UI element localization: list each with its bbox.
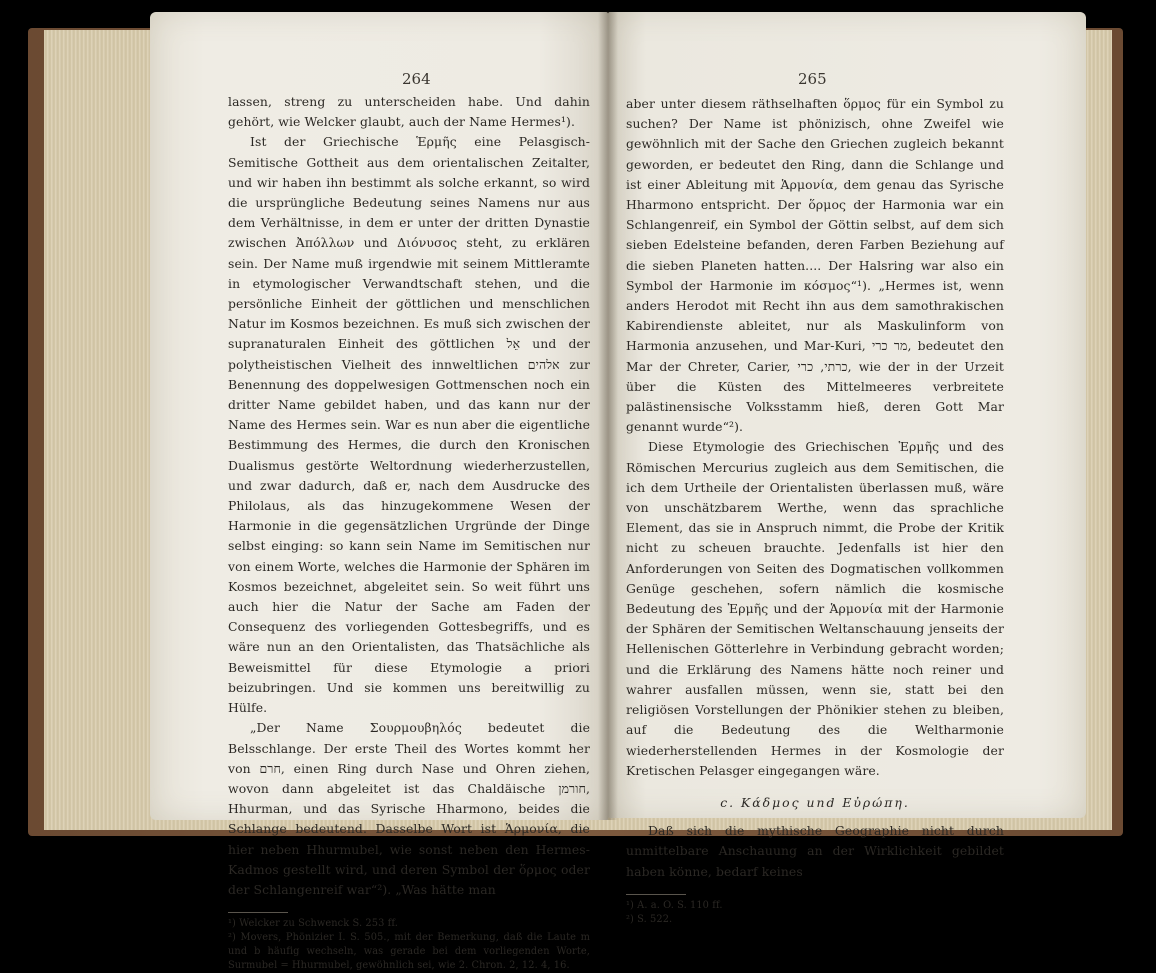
footnotes — [626, 899, 1004, 927]
footnote: ¹) A. a. O. S. 110 ff. — [626, 899, 723, 911]
paragraph: „Der Name Σουρμουβηλός bedeutet die Belsschlange. Der erste Theil des Wortes kommt her von חרם, einen Ring durch Nase und Ohren ziehen, wovon dann abgeleitet ist das Chaldäische חורמן, Hhurman, und das Syrische Hharmono, beides die Schlange bedeutend. Dasselbe Wort ist Ἁρμονία, die hier neben Hhurmubel, wie sonst neben den Hermes-Kadmos gestellt wird, und deren Symbol der ὅρμος oder der Schlangenreif war“²). „Was hätte man — [228, 720, 590, 897]
page-number: 265 — [798, 70, 827, 88]
paragraph: lassen, streng zu unterscheiden habe. Und dahin gehört, wie Welcker glaubt, auch der Name Hermes¹). — [228, 94, 590, 130]
footnote-rule — [228, 912, 288, 913]
page-text — [228, 92, 590, 973]
footnote: ¹) Welcker zu Schwenck S. 253 ff. — [228, 918, 398, 930]
footnote-rule — [626, 894, 686, 895]
page-number: 264 — [402, 70, 431, 88]
paragraph: aber unter diesem räthselhaften ὅρμος für ein Symbol zu suchen? Der Name ist phönizisch, ohne Zweifel wie gewöhnlich mit der Sache den Griechen zugleich bekannt geworden, er bedeutet den Ring, dann die Schlange und ist einer Ableitung mit Ἁρμονία, dem genau das Syrische Hharmono entspricht. Der ὅρμος der Harmonia war ein Schlangenreif, ein Symbol der Göttin selbst, auf dem sich sieben Edelsteine befanden, deren Farben Beziehung auf die sieben Planeten hatten.... Der Halsring war also ein Symbol der Harmonie im κόσμος“¹). „Hermes ist, wenn anders Herodot mit Recht ihn aus dem samothrakischen Kabirendienste ableitet, nur als Maskulinform von Harmonia anzusehen, und Mar-Kuri, מר כרי, bedeutet den Mar der Chreter, Carier, כרתי, כרי, wie der in der Urzeit über die Küsten des Mittelmeeres verbreitete palästinensische Volksstamm hieß, deren Gott Mar genannt wurde“²). — [626, 96, 1004, 435]
footnotes — [228, 917, 590, 973]
book-gutter — [598, 12, 618, 820]
footnote: ²) S. 522. — [626, 913, 673, 925]
footnote: ²) Movers, Phönizier I. S. 505., mit der Bemerkung, daß die Laute m und b häufig wechseln, was gerade bei dem vorliegenden Worte, Surmubel = Hhurmubel, gewöhnlich sei, wie 2. Chron. 2, 12. 4, 16. — [228, 932, 590, 972]
paragraph: Ist der Griechische Ἑρμῆς eine Pelasgisch-Semitische Gottheit aus dem orientalischen Zeitalter, und wir haben ihn bestimmt als solche erkannt, so wird die ursprüngliche Bedeutung seines Namens nur aus dem Verhältnisse, in dem er unter der dritten Dynastie zwischen Ἀπόλλων und Διόνυσος steht, zu erklären sein. Der Name muß irgendwie mit seinem Mittleramte in etymologischer Verwandtschaft stehen, und die persönliche Einheit der göttlichen und menschlichen Natur im Kosmos bezeichnen. Es muß sich zwischen der supranaturalen Einheit des göttlichen אֵל und der polytheistischen Vielheit des innweltlichen אלהים zur Benennung des doppelwesigen Gottmenschen noch ein dritter Name gebildet haben, und das kann nur der Name des Hermes sein. War es nun aber die eigentliche Bestimmung des Hermes, die durch den Kronischen Dualismus gestörte Weltordnung wiederherzustellen, und zwar dadurch, daß er, nach dem Ausdrucke des Philolaus, als das hinzugekommene Wesen der Harmonie in die gegensätzlichen Urgründe der Dinge selbst einging: so kann sein Name im Semitischen nur von einem Worte, welches die Harmonie der Sphären im Kosmos bezeichnet, abgeleitet sein. So weit führt uns auch hier die Natur der Sache am Faden der Consequenz des vorliegenden Gottesbegriffs, und es wäre nun an den Orientalisten, das Thatsächliche als Beweismittel für diese Etymologie a priori beizubringen. Und sie kommen uns bereitwillig zu Hülfe. — [228, 134, 590, 716]
left-page — [150, 12, 608, 972]
right-page — [608, 12, 1086, 925]
section-heading: c. Κάδμος und Εὐρώπη. — [720, 794, 910, 810]
paragraph: Daß sich die mythische Geographie nicht durch unmittelbare Anschauung an der Wirklichkeit gebildet haben könne, bedarf keines — [626, 823, 1004, 879]
page-text — [626, 94, 1004, 927]
paragraph: Diese Etymologie des Griechischen Ἑρμῆς und des Römischen Mercurius zugleich aus dem Semitischen, die ich dem Urtheile der Orientalisten überlassen muß, wäre von unschätzbarem Werthe, wenn das sprachliche Element, das sie in Anspruch nimmt, die Probe der Kritik nicht zu scheuen brauchte. Jedenfalls ist hier den Anforderungen von Seiten des Dogmatischen vollkommen Genüge geschehen, sofern nämlich die kosmische Bedeutung des Ἑρμῆς und der Ἁρμονία mit der Harmonie der Sphären der Semitischen Weltanschauung jenseits der Hellenischen Götterlehre in Verbindung gebracht worden; und die Erklärung des Namens hätte noch reiner und wahrer ausfallen müssen, wenn sie, statt bei den religiösen Vorstellungen der Phönikier stehen zu bleiben, auf die Bedeutung des die Weltharmonie wiederherstellenden Hermes in der Kosmologie der Kretischen Pelasger eingegangen wäre. — [626, 439, 1004, 778]
